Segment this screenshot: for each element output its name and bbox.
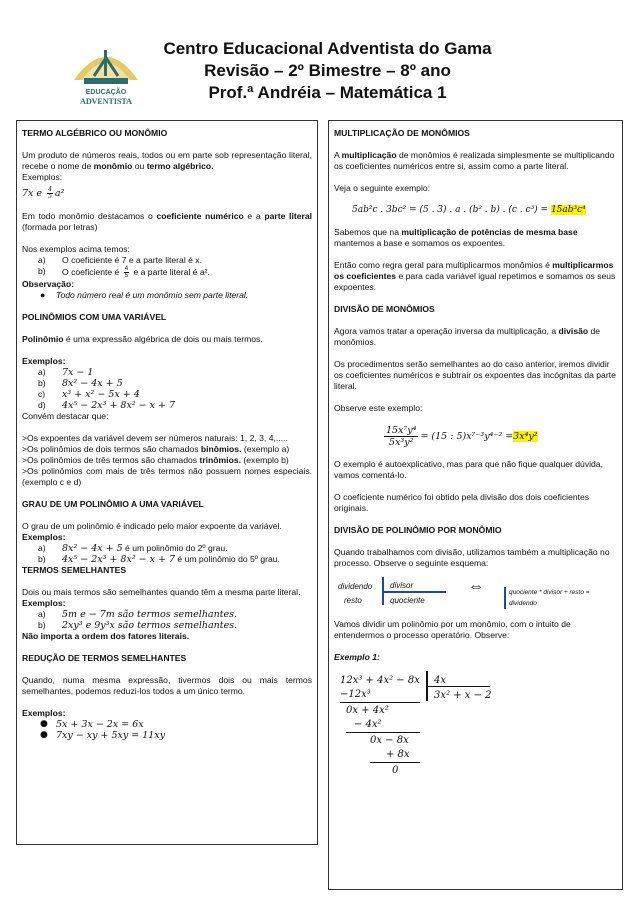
equation-divisao: $\frac{\text{15x⁷y⁴}}{\text{5x³y²}}$ = (15 : 5)x⁷⁻³y⁴⁻² = 3x⁴y² <box>386 425 538 448</box>
schema-quociente: quociente <box>390 596 425 605</box>
paragraph-grau: O grau de um polinômio é indicado pelo maior expoente da variável. <box>22 521 282 531</box>
schema-resto: resto <box>344 596 362 605</box>
schema-dividendo: dividendo <box>338 582 373 591</box>
paragraph-procedimentos: Os procedimentos serão semelhantes ao do caso anterior, iremos dividir os coeficientes numéricos e subtrair os expoentes das incógnitas da parte literal. <box>334 359 616 391</box>
example-monomios: 7x e $\frac{4}{5}$ a² <box>22 186 65 200</box>
division-schema <box>334 575 617 607</box>
title-line-1: Centro Educacional Adventista do Gama <box>163 39 492 58</box>
paragraph-observe: Observe este exemplo: <box>334 403 423 413</box>
bullet-icon: ● <box>40 290 46 300</box>
page-title <box>150 38 505 104</box>
list-item: a) O coeficiente é 7 e a parte literal é x. <box>38 255 202 265</box>
right-column <box>328 120 623 890</box>
fraction-denominator: 5x³y² <box>389 437 414 448</box>
equation-multiplicacao: 5ab²c . 3bc² = (5 . 3) . a . (b² . b) . (c . c³) = 15ab³c⁴ <box>352 205 586 215</box>
section-title-polinomios: POLINÔMIOS COM UMA VARIÁVEL <box>22 312 167 322</box>
section-title-monomio: TERMO ALGÉBRICO OU MONÔMIO <box>22 128 168 138</box>
paragraph-potencias: Sabemos que na multiplicação de potências de mesma base mantemos a base e somamos os expoentes. <box>334 227 578 248</box>
paragraph-multiplicacao: A multiplicação de monômios é realizada simplesmente se multiplicando os coeficientes numéricos entre si, assim como a parte literal. <box>334 150 615 171</box>
paragraph-veja: Veja o seguinte exemplo: <box>334 183 431 193</box>
division-quotient: 3x² + x − 2 <box>434 690 492 701</box>
schema-formula: quociente * divisor + resto = dividendo <box>504 587 617 609</box>
paragraph-semelhantes: Dois ou mais termos são semelhantes quando têm a mesma parte literal. <box>22 587 301 597</box>
double-arrow-icon: ⇔ <box>468 578 484 595</box>
list-item: a) 8x² − 4x + 5 é um polinômio do 2º grau. <box>38 543 228 554</box>
logo-adventista <box>64 30 148 110</box>
paragraph-polinomio: Polinômio é uma expressão algébrica de dois ou mais termos. <box>22 334 263 344</box>
svg-text:EDUCAÇÃO: EDUCAÇÃO <box>85 89 127 96</box>
list-item: b) O coeficiente é $\frac{4}{5}$ e a parte literal é a². <box>38 266 210 279</box>
note-line: >Os polinômios de dois termos são chamados binômios. (exemplo a) <box>22 444 290 454</box>
section-title-multiplicacao: MULTIPLICAÇÃO DE MONÔMIOS <box>334 128 470 138</box>
highlight-result: 15ab³c⁴ <box>550 205 586 215</box>
section-title-divisao-polinomio: DIVISÃO DE POLINÔMIO POR MONÔMIO <box>334 525 502 535</box>
left-column <box>16 120 318 845</box>
list-item: ● 7xy − xy + 5xy = 11xy <box>40 730 166 741</box>
paragraph-esquema: Quando trabalhamos com divisão, utilizamos também a multiplicação no processo. Observe o seguinte esquema: <box>334 547 610 568</box>
paragraph-regra: Então como regra geral para multiplicarmos monômios é multiplicarmos os coeficientes e para cada variável igual repetimos e somamos os seus expoentes. <box>334 260 616 292</box>
section-title-reducao: REDUÇÃO DE TERMOS SEMELHANTES <box>22 653 187 663</box>
list-item: d) 4x⁵ − 2x³ + 8x² − x + 7 <box>38 400 176 411</box>
paragraph-reducao: Quando, numa mesma expressão, tivermos dois ou mais termos semelhantes, podemos reduzi-los todos a um único termo. <box>22 675 312 696</box>
division-step: 0x − 8x <box>370 735 409 746</box>
division-line <box>340 702 420 703</box>
paragraph-conv: Convém destacar que: <box>22 411 109 421</box>
note-ordem: Não importa a ordem dos fatores literais. <box>22 631 190 641</box>
division-line <box>370 762 420 763</box>
list-item: b) 4x⁵ − 2x³ + 8x² − x + 7 é um polinômio do 5º grau. <box>38 554 280 565</box>
fraction-numerator: 15x⁷y⁴ <box>386 425 417 436</box>
bullet-icon: ● <box>40 730 48 740</box>
paragraph-coeficiente: Em todo monômio destacamos o coeficiente numérico e a parte literal (formada por letras) <box>22 211 312 232</box>
division-step: −12x³ <box>340 689 371 700</box>
label-exemplos: Exemplos: <box>22 356 66 366</box>
division-step: 0x + 4x² <box>346 705 389 716</box>
list-item: b) 2xy³ e 9y³x são termos semelhantes. <box>38 620 238 631</box>
label-exemplo-1: Exemplo 1: <box>334 652 380 662</box>
note-line: >Os polinômios com mais de três termos não possuem nomes especiais. (exemplo c e d) <box>22 466 312 487</box>
paragraph-coeficiente-obtido: O coeficiente numérico foi obtido pela divisão dos dois coeficientes originais. <box>334 492 590 513</box>
section-title-divisao: DIVISÃO DE MONÔMIOS <box>334 304 435 314</box>
svg-text:ADVENTISTA: ADVENTISTA <box>80 97 132 106</box>
division-line <box>346 732 420 733</box>
bullet-icon: ● <box>40 719 48 729</box>
division-step: + 8x <box>386 749 410 760</box>
list-item: c) x³ + x² − 5x + 4 <box>38 389 140 400</box>
list-item: b) 8x² − 4x + 5 <box>38 378 123 389</box>
section-title-semelhantes: TERMOS SEMELHANTES <box>22 565 127 575</box>
note-line: >Os polinômios de três termos são chamados trinômios. (exemplo b) <box>22 455 289 465</box>
list-item: ● 5x + 3x − 2x = 6x <box>40 719 144 730</box>
title-line-3: Prof.ª Andréia – Matemática 1 <box>208 83 447 102</box>
paragraph-divisao: Agora vamos tratar a operação inversa da multiplicação, a divisão de monômios. <box>334 326 601 347</box>
division-step: − 4x² <box>354 719 382 730</box>
list-item: a) 5m e − 7m são termos semelhantes. <box>38 609 238 620</box>
paragraph-vamos-dividir: Vamos dividir um polinômio por um monômio, com o intuito de entendermos o processo operatório. Observe: <box>334 619 571 640</box>
label-exemplos: Exemplos: <box>22 532 66 542</box>
paragraph-autoexplicativo: O exemplo é autoexplicativo, mas para que não fique qualquer dúvida, vamos comentá-lo. <box>334 459 603 480</box>
label-exemplos: Exemplos: <box>22 598 66 608</box>
list-item: a) 7x − 1 <box>38 367 94 378</box>
schema-bracket <box>382 591 446 593</box>
schema-divisor: divisor <box>390 581 414 590</box>
section-title-grau: GRAU DE UM POLINÔMIO A UMA VARIÁVEL <box>22 499 204 509</box>
label-exemplos: Exemplos: <box>22 172 63 182</box>
header <box>0 0 638 120</box>
paragraph-monomio-definition: Um produto de números reais, todos ou em parte sob representação literal, recebe o nome de monômio ou termo algébrico. <box>22 150 312 171</box>
division-step: 0 <box>392 765 399 776</box>
highlight-result: 3x⁴y² <box>513 431 538 442</box>
paragraph-exemplos-acima: Nos exemplos acima temos: <box>22 244 130 254</box>
title-line-2: Revisão – 2º Bimestre – 8º ano <box>204 61 451 80</box>
division-example <box>334 669 617 789</box>
label-observacao: Observação: <box>22 279 75 289</box>
observation-item: ● Todo número real é um monômio sem parte literal. <box>40 290 249 300</box>
division-divisor: 4x <box>434 675 447 686</box>
note-line: >Os expoentes da variável devem ser números naturais: 1, 2, 3, 4,..... <box>22 433 288 443</box>
label-exemplos: Exemplos: <box>22 708 66 718</box>
division-dividend: 12x³ + 4x² − 8x <box>340 675 420 686</box>
